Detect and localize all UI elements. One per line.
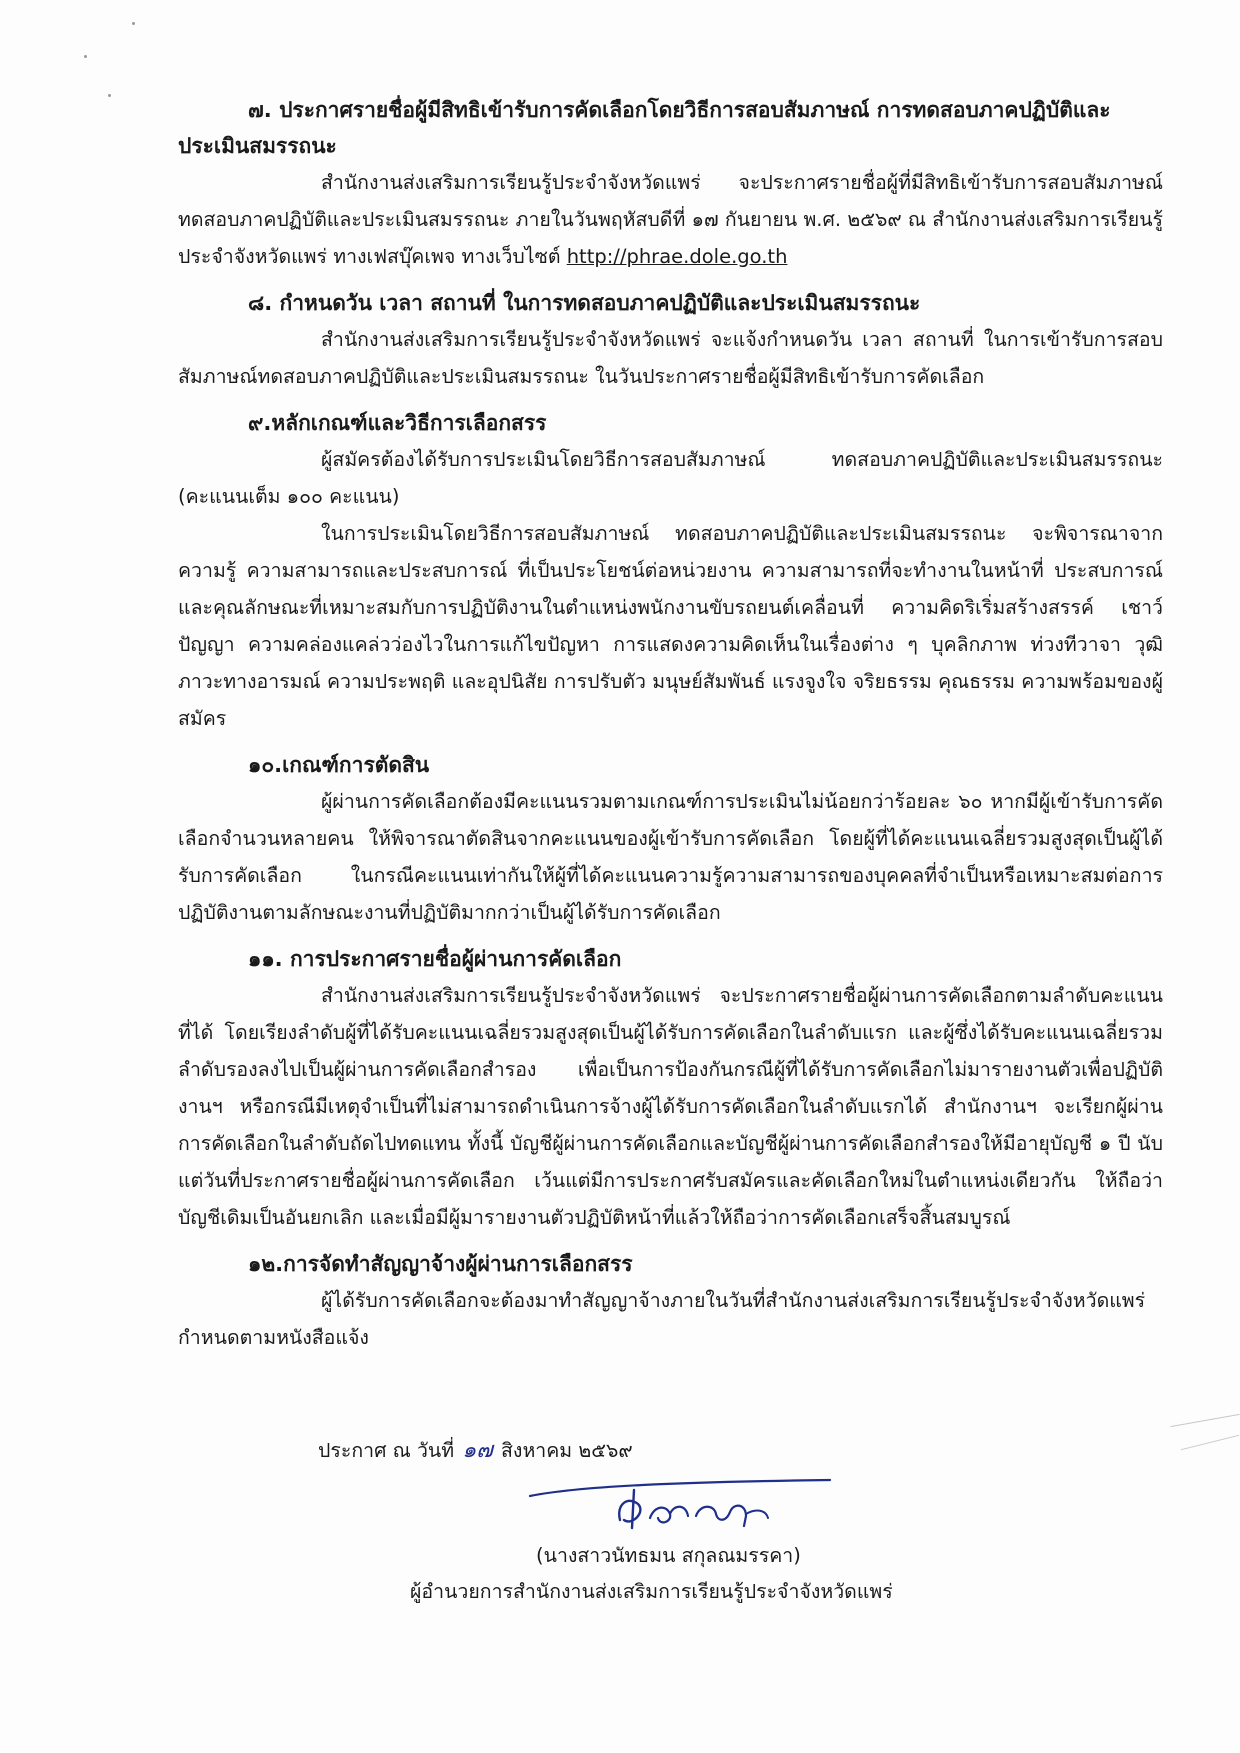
section-11 (178, 941, 1163, 1236)
scan-speck (108, 94, 111, 97)
section-title: ๑๐.เกณฑ์การตัดสิน (248, 753, 430, 777)
section-12 (178, 1246, 1163, 1356)
section-paragraph: ผู้ได้รับการคัดเลือกจะต้องมาทำสัญญาจ้างภายในวันที่สำนักงานส่งเสริมการเรียนรู้ประจำจังหวัดแพร่ กำหนดตามหนังสือแจ้ง (178, 1289, 1146, 1349)
section-title: ๘. กำหนดวัน เวลา สถานที่ ในการทดสอบภาคปฏิบัติและประเมินสมรรถนะ (248, 291, 921, 315)
scan-edge-mark (1181, 1435, 1239, 1450)
section-8 (178, 285, 1163, 395)
date-month-year: สิงหาคม ๒๕๖๙ (501, 1439, 633, 1462)
scan-speck (132, 22, 135, 25)
paragraph-text: สำนักงานส่งเสริมการเรียนรู้ประจำจังหวัดแพร่ จะประกาศรายชื่อผู้ที่มีสิทธิเข้ารับการสอบสัมภาษณ์ ทดสอบภาคปฏิบัติและประเมินสมรรถนะ ภายในวันพฤหัสบดีที่ ๑๗ กันยายน พ.ศ. ๒๕๖๙ ณ สำนักงานส่งเสริมการเรียนรู้ประจำจังหวัดแพร่ ทางเฟสบุ๊คเพจ ทางเว็บไซต์ (178, 171, 1163, 268)
document-body (178, 92, 1163, 1356)
section-10 (178, 747, 1163, 931)
signatory-position: ผู้อำนวยการสำนักงานส่งเสริมการเรียนรู้ประจำจังหวัดแพร่ (410, 1580, 893, 1603)
signatory-name: (นางสาวนัทธมน สกุลณมรรคา) (536, 1544, 801, 1567)
section-paragraph: สำนักงานส่งเสริมการเรียนรู้ประจำจังหวัดแพร่ จะแจ้งกำหนดวัน เวลา สถานที่ ในการเข้ารับการสอบสัมภาษณ์ทดสอบภาคปฏิบัติและประเมินสมรรถนะ ในวันประกาศรายชื่อผู้มีสิทธิเข้ารับการคัดเลือก (178, 328, 1163, 388)
section-title: ๑๑. การประกาศรายชื่อผู้ผ่านการคัดเลือก (248, 947, 622, 971)
section-9 (178, 405, 1163, 737)
section-title: ๑๒.การจัดทำสัญญาจ้างผู้ผ่านการเลือกสรร (248, 1252, 633, 1276)
announcement-date (318, 1432, 633, 1467)
section-paragraph (178, 164, 1163, 275)
handwritten-signature (520, 1468, 850, 1538)
section-paragraph: ผู้สมัครต้องได้รับการประเมินโดยวิธีการสอบสัมภาษณ์ ทดสอบภาคปฏิบัติและประเมินสมรรถนะ (คะแนนเต็ม ๑๐๐ คะแนน) (178, 448, 1163, 508)
section-paragraph: สำนักงานส่งเสริมการเรียนรู้ประจำจังหวัดแพร่ จะประกาศรายชื่อผู้ผ่านการคัดเลือกตามลำดับคะแนนที่ได้ โดยเรียงลำดับผู้ที่ได้รับคะแนนเฉลี่ยรวมสูงสุดเป็นผู้ได้รับการคัดเลือกในลำดับแรก และผู้ซึ่งได้รับคะแนนเฉลี่ยรวมลำดับรองลงไปเป็นผู้ผ่านการคัดเลือกสำรอง เพื่อเป็นการป้องกันกรณีผู้ที่ได้รับการคัดเลือกไม่มารายงานตัวเพื่อปฏิบัติงานฯ หรือกรณีมีเหตุจำเป็นที่ไม่สามารถดำเนินการจ้างผู้ได้รับการคัดเลือกในลำดับแรกได้ สำนักงานฯ จะเรียกผู้ผ่านการคัดเลือกในลำดับถัดไปทดแทน ทั้งนี้ บัญชีผู้ผ่านการคัดเลือกและบัญชีผู้ผ่านการคัดเลือกสำรองให้มีอายุบัญชี ๑ ปี นับแต่วันที่ประกาศรายชื่อผู้ผ่านการคัดเลือก เว้นแต่มีการประกาศรับสมัครและคัดเลือกใหม่ในตำแหน่งเดียวกัน ให้ถือว่าบัญชีเดิมเป็นอันยกเลิก และเมื่อมีผู้มารายงานตัวปฏิบัติหน้าที่แล้วให้ถือว่าการคัดเลือกเสร็จสิ้นสมบูรณ์ (178, 984, 1163, 1229)
handwritten-day: ๑๗ (462, 1438, 493, 1463)
section-paragraph: ในการประเมินโดยวิธีการสอบสัมภาษณ์ ทดสอบภาคปฏิบัติและประเมินสมรรถนะ จะพิจารณาจากความรู้ ความสามารถและประสบการณ์ ที่เป็นประโยชน์ต่อหน่วยงาน ความสามารถที่จะทำงานในหน้าที่ ประสบการณ์ และคุณลักษณะที่เหมาะสมกับการปฏิบัติงานในตำแหน่งพนักงานขับรถยนต์เคลื่อนที่ ความคิดริเริ่มสร้างสรรค์ เชาว์ปัญญา ความคล่องแคล่วว่องไวในการแก้ไขปัญหา การแสดงความคิดเห็นในเรื่องต่าง ๆ บุคลิกภาพ ท่วงทีวาจา วุฒิภาวะทางอารมณ์ ความประพฤติ และอุปนิสัย การปรับตัว มนุษย์สัมพันธ์ แรงจูงใจ จริยธรรม คุณธรรม ความพร้อมของผู้สมัคร (178, 522, 1163, 730)
date-prefix: ประกาศ ณ วันที่ (318, 1439, 455, 1462)
scan-speck (84, 55, 87, 58)
section-7 (178, 92, 1163, 275)
website-link[interactable]: http://phrae.dole.go.th (566, 245, 788, 268)
section-title: ๗. ประกาศรายชื่อผู้มีสิทธิเข้ารับการคัดเลือกโดยวิธีการสอบสัมภาษณ์ การทดสอบภาคปฏิบัติและประเมินสมรรถนะ (178, 98, 1111, 158)
scan-edge-mark (1170, 1414, 1239, 1427)
section-paragraph: ผู้ผ่านการคัดเลือกต้องมีคะแนนรวมตามเกณฑ์การประเมินไม่น้อยกว่าร้อยละ ๖๐ หากมีผู้เข้ารับการคัดเลือกจำนวนหลายคน ให้พิจารณาตัดสินจากคะแนนของผู้เข้ารับการคัดเลือก โดยผู้ที่ได้คะแนนเฉลี่ยรวมสูงสุดเป็นผู้ได้รับการคัดเลือก ในกรณีคะแนนเท่ากันให้ผู้ที่ได้คะแนนความรู้ความสามารถของบุคคลที่จำเป็นหรือเหมาะสมต่อการปฏิบัติงานตามลักษณะงานที่ปฏิบัติมากกว่าเป็นผู้ได้รับการคัดเลือก (178, 790, 1163, 924)
section-title: ๙.หลักเกณฑ์และวิธีการเลือกสรร (248, 411, 547, 435)
